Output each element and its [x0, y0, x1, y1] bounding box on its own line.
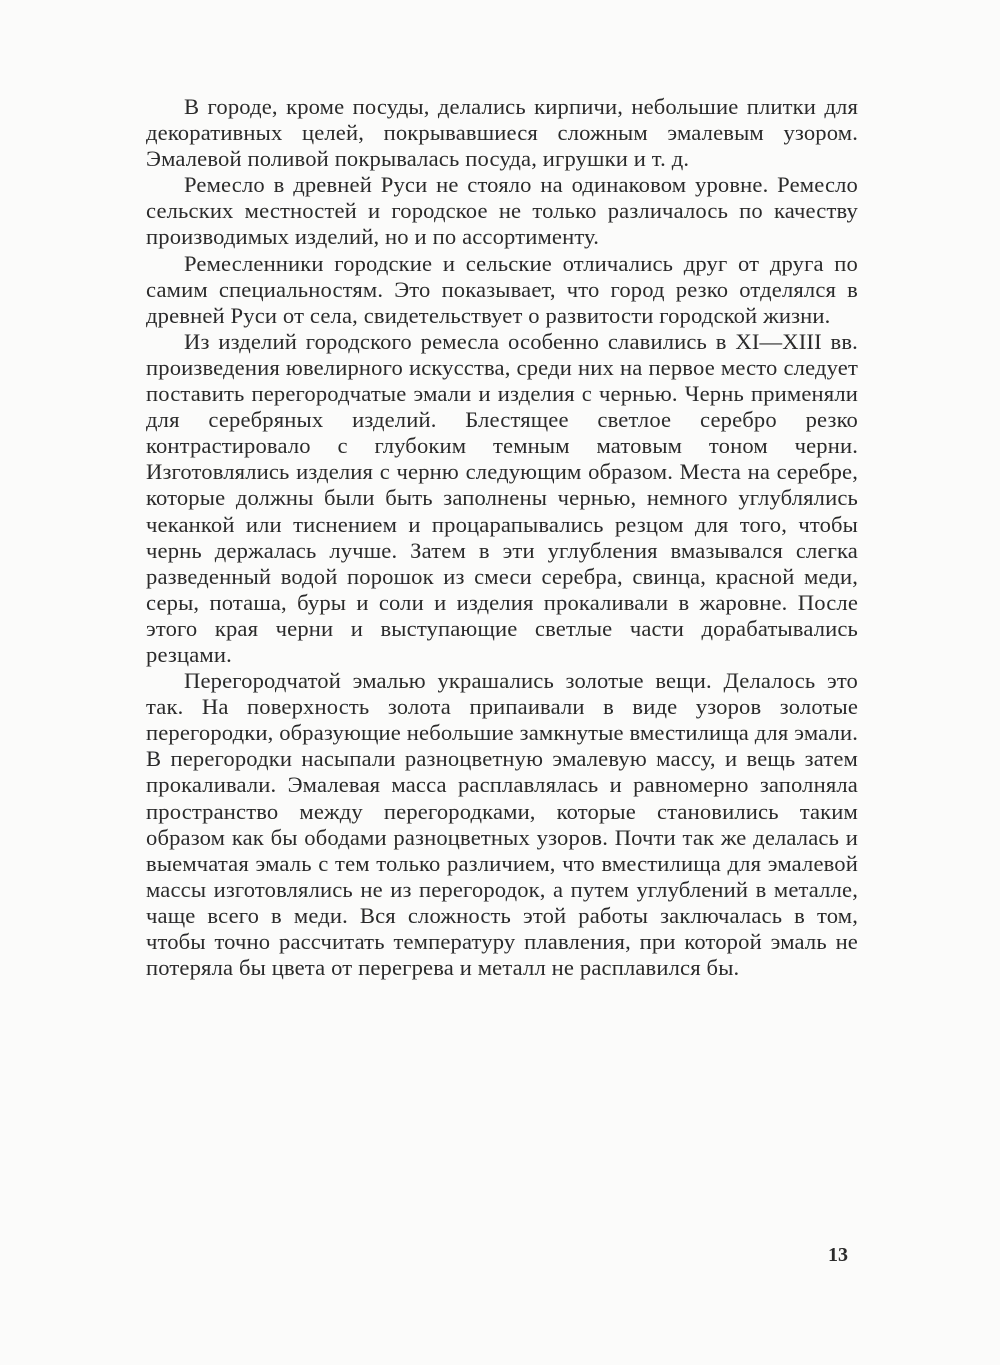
paragraph-1: В городе, кроме посуды, делались кирпичи, небольшие плитки для декоративных целей, покрывавшиеся сложным эмалевым узором. Эмалевой поливой покрывалась посуда, игрушки и т. д.	[146, 94, 858, 172]
page-number: 13	[828, 1244, 848, 1266]
page-body-text	[146, 94, 858, 981]
paragraph-4: Из изделий городского ремесла особенно славились в XI—XIII вв. произведения ювелирного искусства, среди них на первое место следует поставить перегородчатые эмали и изделия с чернью. Чернь применяли для серебряных изделий. Блестящее светлое серебро резко контрастировало с глубоким темным матовым тоном черни. Изготовлялись изделия с черню следующим образом. Места на серебре, которые должны были быть заполнены чернью, немного углублялись чеканкой или тиснением и процарапывались резцом для того, чтобы чернь держалась лучше. Затем в эти углубления вмазывался слегка разведенный водой порошок из смеси серебра, свинца, красной меди, серы, поташа, буры и соли и изделия прокаливали в жаровне. После этого края черни и выступающие светлые части дорабатывались резцами.	[146, 328, 858, 667]
paragraph-2: Ремесло в древней Руси не стояло на одинаковом уровне. Ремесло сельских местностей и городское не только различалось по качеству производимых изделий, но и по ассортименту.	[146, 172, 858, 250]
paragraph-5: Перегородчатой эмалью украшались золотые вещи. Делалось это так. На поверхность золота припаивали в виде узоров золотые перегородки, образующие небольшие замкнутые вместилища для эмали. В перегородки насыпали разноцветную эмалевую массу, и вещь затем прокаливали. Эмалевая масса расплавлялась и равномерно заполняла пространство между перегородками, которые становились таким образом как бы ободами разноцветных узоров. Почти так же делалась и выемчатая эмаль с тем только различием, что вместилища для эмалевой массы изготовлялись не из перегородок, а путем углублений в металле, чаще всего в меди. Вся сложность этой работы заключалась в том, чтобы точно рассчитать температуру плавления, при которой эмаль не потеряла бы цвета от перегрева и металл не расплавился бы.	[146, 668, 858, 981]
paragraph-3: Ремесленники городские и сельские отличались друг от друга по самим специальностям. Это показывает, что город резко отделялся в древней Руси от села, свидетельствует о развитости городской жизни.	[146, 250, 858, 328]
